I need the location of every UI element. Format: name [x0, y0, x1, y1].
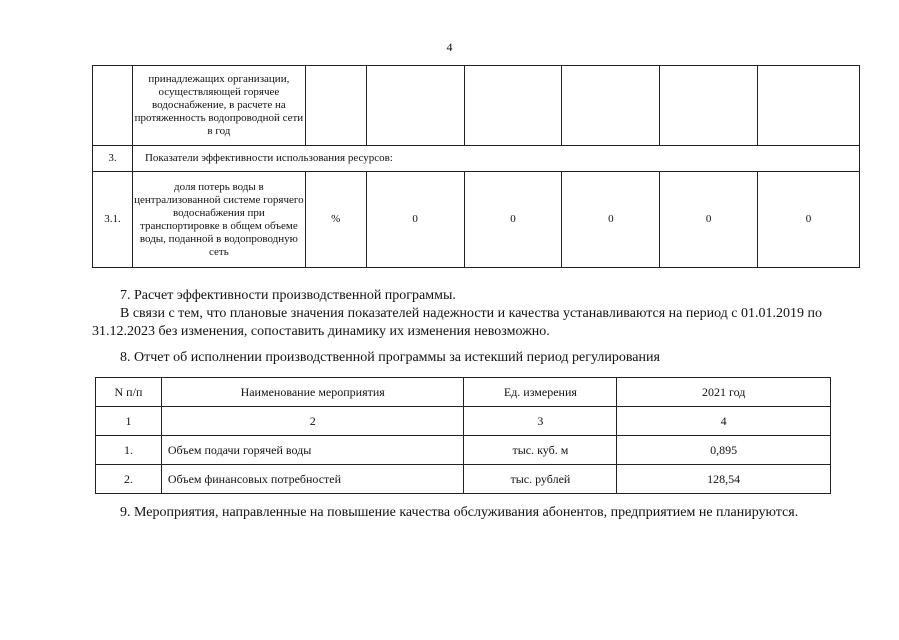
indicator-name: принадлежащих организации, осуществляющей горячее водоснабжение, в расчете на протяженность водопроводной сети в год	[132, 66, 305, 146]
value-cell	[464, 66, 562, 146]
unit-cell: тыс. куб. м	[464, 436, 617, 465]
row-number: 2.	[96, 465, 162, 494]
row-number	[93, 66, 133, 146]
row-number: 1.	[96, 436, 162, 465]
value-cell: 0	[366, 172, 464, 268]
column-index: 2	[161, 407, 464, 436]
performance-indicators-table	[92, 65, 860, 268]
value-cell	[366, 66, 464, 146]
unit-cell: %	[305, 172, 366, 268]
section-7-title: 7. Расчет эффективности производственной программы.	[120, 288, 456, 303]
unit-cell: тыс. рублей	[464, 465, 617, 494]
column-header: Наименование мероприятия	[161, 378, 464, 407]
program-execution-table	[95, 377, 831, 494]
column-header: 2021 год	[617, 378, 831, 407]
row-number: 3.1.	[93, 172, 133, 268]
value-cell	[758, 66, 860, 146]
value-cell: 0	[464, 172, 562, 268]
table-row	[93, 66, 860, 146]
indicator-name: доля потерь воды в централизованной системе горячего водоснабжения при транспортировке в общем объеме воды, поданной в водопроводную сеть	[132, 172, 305, 268]
section-7-text: В связи с тем, что плановые значения показателей надежности и качества устанавливаются на период с 01.01.2019 по 31.12.2023 без изменения, сопоставить динамику их изменения невозможно.	[92, 306, 822, 339]
table-section-row	[93, 146, 860, 172]
column-index: 1	[96, 407, 162, 436]
table-header-row	[96, 378, 831, 407]
value-cell	[562, 66, 660, 146]
column-index: 3	[464, 407, 617, 436]
value-cell: 0,895	[617, 436, 831, 465]
value-cell: 128,54	[617, 465, 831, 494]
table-row	[93, 172, 860, 268]
activity-name: Объем финансовых потребностей	[161, 465, 464, 494]
table-index-row	[96, 407, 831, 436]
row-number: 3.	[93, 146, 133, 172]
column-index: 4	[617, 407, 831, 436]
page-number: 4	[446, 40, 453, 54]
column-header: N п/п	[96, 378, 162, 407]
value-cell	[660, 66, 758, 146]
value-cell: 0	[562, 172, 660, 268]
column-header: Ед. измерения	[464, 378, 617, 407]
activity-name: Объем подачи горячей воды	[161, 436, 464, 465]
section-heading: Показатели эффективности использования ресурсов:	[132, 146, 859, 172]
unit-cell	[305, 66, 366, 146]
value-cell: 0	[758, 172, 860, 268]
section-9-text: 9. Мероприятия, направленные на повышение качества обслуживания абонентов, предприятием не планируются.	[120, 505, 799, 520]
section-8-title: 8. Отчет об исполнении производственной программы за истекший период регулирования	[120, 350, 660, 365]
table-row	[96, 436, 831, 465]
value-cell: 0	[660, 172, 758, 268]
table-row	[96, 465, 831, 494]
